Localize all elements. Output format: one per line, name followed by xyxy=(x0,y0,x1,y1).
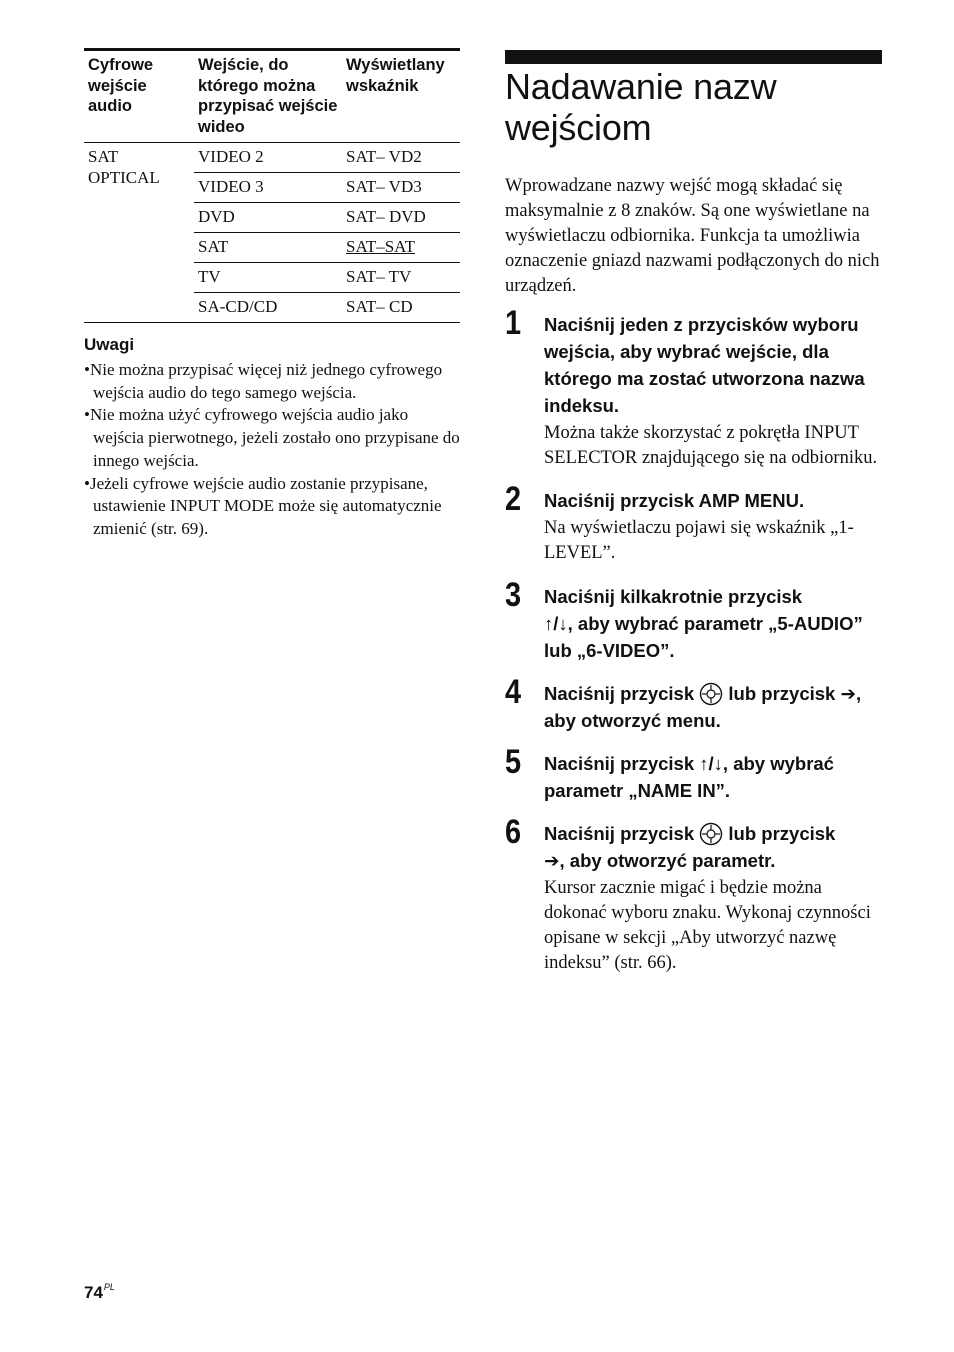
step-1 xyxy=(505,304,883,471)
step-body: Kursor zacznie migać i będzie można dokonać wyboru znaku. Wykonaj czynności opisane w sekcji „Aby utworzyć nazwę indeksu” (str. 66). xyxy=(544,878,871,973)
step-heading-text: , aby wybrać parametr „5-AUDIO” lub „6-VIDEO”. xyxy=(544,613,863,661)
step-heading-text: Naciśnij kilkakrotnie przycisk xyxy=(544,586,803,607)
cell-input: SAT xyxy=(198,237,229,256)
step-heading-text: , aby wybrać parametr „NAME IN”. xyxy=(544,753,834,801)
step-heading xyxy=(544,820,883,874)
cell-indicator: SAT– VD2 xyxy=(346,147,422,166)
table-row xyxy=(84,143,460,173)
cell-input: DVD xyxy=(198,207,235,226)
step-heading xyxy=(544,680,883,734)
step-heading-text: Naciśnij przycisk xyxy=(544,683,695,704)
title-rule xyxy=(505,50,882,64)
group-cell xyxy=(84,143,194,323)
step-6 xyxy=(505,813,883,976)
cell-indicator: SAT– CD xyxy=(346,297,413,316)
cell-indicator: SAT– TV xyxy=(346,267,412,286)
step-4 xyxy=(505,673,883,734)
step-heading: Naciśnij jeden z przycisków wyboru wejścia, aby wybrać wejście, dla którego ma zostać utworzona nazwa indeksu. xyxy=(544,314,865,416)
notes-list xyxy=(84,359,460,541)
right-column xyxy=(505,50,883,976)
step-number: 3 xyxy=(505,576,522,614)
table-header-row xyxy=(84,50,460,143)
left-column xyxy=(84,48,460,541)
enter-button-icon xyxy=(699,822,723,846)
cell-input: VIDEO 2 xyxy=(198,147,264,166)
step-number: 4 xyxy=(505,673,522,711)
step-number: 1 xyxy=(505,304,522,342)
step-heading xyxy=(544,583,883,664)
header-digital-input: Cyfrowe wejście audio xyxy=(88,56,154,115)
step-body: Na wyświetlaczu pojawi się wskaźnik „1-LEVEL”. xyxy=(544,518,854,563)
group-label-line2: OPTICAL xyxy=(88,168,160,187)
cell-indicator: SAT–SAT xyxy=(346,237,415,256)
step-number: 6 xyxy=(505,813,522,851)
header-video-input: Wejście, do którego można przypisać wejście wideo xyxy=(198,56,338,136)
note-item: •Nie można przypisać więcej niż jednego cyfrowego wejścia audio do tego samego wejścia. xyxy=(84,360,443,402)
step-body: Można także skorzystać z pokrętła INPUT SELECTOR znajdującego się na odbiorniku. xyxy=(544,423,878,468)
right-arrow-icon: ➔ xyxy=(544,850,560,871)
up-down-arrow-icon: ↑/↓ xyxy=(544,613,568,634)
cell-indicator: SAT– DVD xyxy=(346,207,426,226)
page-number-value: 74 xyxy=(84,1283,103,1302)
cell-indicator: SAT– VD3 xyxy=(346,177,422,196)
header-indicator: Wyświetlany wskaźnik xyxy=(346,56,445,95)
step-2 xyxy=(505,480,883,566)
step-5 xyxy=(505,743,883,804)
right-arrow-icon: ➔ xyxy=(840,683,857,704)
enter-button-icon xyxy=(699,682,723,706)
page-number xyxy=(84,1282,115,1303)
section-title: Nadawanie nazw wejściom xyxy=(505,66,777,148)
step-heading-text: , aby otworzyć menu. xyxy=(544,683,862,731)
step-heading-text: lub przycisk xyxy=(728,683,836,704)
step-heading xyxy=(544,750,883,804)
step-heading-text: Naciśnij przycisk xyxy=(544,823,695,844)
intro-paragraph: Wprowadzane nazwy wejść mogą składać się maksymalnie z 8 znaków. Są one wyświetlane na wyświetlaczu odbiornika. Funkcja ta umożliwia oznaczenie gniazd nazwami podłączonych do nich urządzeń. xyxy=(505,176,880,296)
page-number-suffix: PL xyxy=(103,1282,115,1292)
note-item: •Jeżeli cyfrowe wejście audio zostanie przypisane, ustawienie INPUT MODE może się automatycznie zmienić (str. 69). xyxy=(84,473,442,538)
step-heading-text: , aby otworzyć parametr. xyxy=(559,850,776,871)
notes-heading: Uwagi xyxy=(84,335,135,354)
step-3 xyxy=(505,576,883,664)
cell-input: SA-CD/CD xyxy=(198,297,278,316)
cell-input: VIDEO 3 xyxy=(198,177,264,196)
step-number: 2 xyxy=(505,480,522,518)
step-number: 5 xyxy=(505,743,522,781)
step-heading-text: lub przycisk xyxy=(728,823,836,844)
step-heading: Naciśnij przycisk AMP MENU. xyxy=(544,490,805,511)
up-down-arrow-icon: ↑/↓ xyxy=(699,753,723,774)
step-heading-text: Naciśnij przycisk xyxy=(544,753,695,774)
note-item: •Nie można użyć cyfrowego wejścia audio jako wejścia pierwotnego, jeżeli zostało ono przypisane do innego wejścia. xyxy=(84,405,460,470)
digital-input-table xyxy=(84,48,460,323)
group-label-line1: SAT xyxy=(88,147,119,166)
cell-input: TV xyxy=(198,267,221,286)
